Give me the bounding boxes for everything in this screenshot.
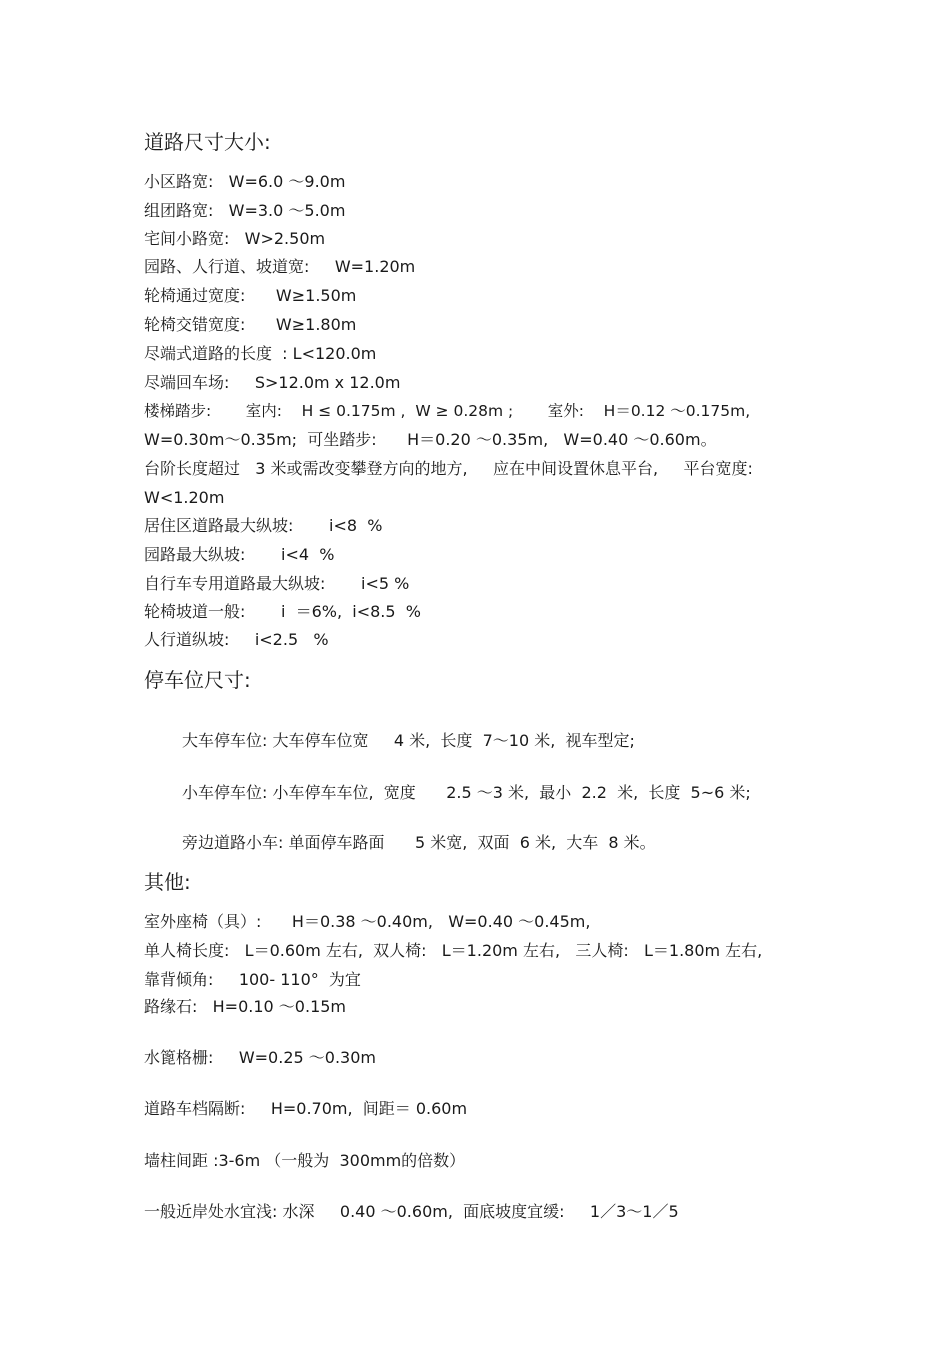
text-line: 尽端回车场: S>12.0m x 12.0m [144,373,401,392]
text-line: 水篦格栅: W=0.25 ～0.30m [144,1048,376,1067]
text-line: 自行车专用道路最大纵坡: i<5 % [144,574,410,593]
text-line: 尽端式道路的长度 : L<120.0m [144,344,377,363]
text-line: 墙柱间距 :3-6m （一般为 300mm的倍数） [144,1151,466,1170]
text-line: W<1.20m [144,488,225,507]
text-line: 路缘石: H=0.10 ～0.15m [144,997,347,1016]
text-line: 楼梯踏步: 室内: H ≤ 0.175m , W ≥ 0.28m ; 室外: H＝0.12 ～0.175m, [144,402,751,420]
text-line: 轮椅坡道一般: i ＝6%, i<8.5 % [144,602,421,621]
text-line: 室外座椅（具）: H＝0.38 ～0.40m, W=0.40 ～0.45m, [144,912,591,931]
text-line: 旁边道路小车: 单面停车路面 5 米宽, 双面 6 米, 大车 8 米。 [182,833,656,852]
text-line: 大车停车位: 大车停车位宽 4 米, 长度 7～10 米, 视车型定; [182,731,635,750]
text-line: 居住区道路最大纵坡: i<8 % [144,516,383,535]
text-line: 小车停车位: 小车停车车位, 宽度 2.5 ～3 米, 最小 2.2 米, 长度 5~6 米; [182,783,751,802]
text-line: W=0.30m～0.35m; 可坐踏步: H＝0.20 ～0.35m, W=0.40 ～0.60m。 [144,430,717,449]
text-line: 组团路宽: W=3.0 ～5.0m [144,201,346,220]
text-line: 台阶长度超过 3 米或需改变攀登方向的地方, 应在中间设置休息平台, 平台宽度: [144,459,753,478]
section-heading-other: 其他: [144,870,191,894]
text-line: 园路、人行道、坡道宽: W=1.20m [144,257,416,276]
text-line: 人行道纵坡: i<2.5 % [144,630,329,649]
text-line: 轮椅交错宽度: W≥1.80m [144,315,357,334]
text-line: 园路最大纵坡: i<4 % [144,545,335,564]
section-heading-parking-dimensions: 停车位尺寸: [144,668,251,692]
text-line: 单人椅长度: L＝0.60m 左右, 双人椅: L＝1.20m 左右, 三人椅: L＝1.80m 左右, [144,941,763,960]
text-line: 小区路宽: W=6.0 ～9.0m [144,172,346,191]
text-line: 一般近岸处水宜浅: 水深 0.40 ～0.60m, 面底坡度宜缓: 1／3～1／5 [144,1202,679,1221]
text-line: 宅间小路宽: W>2.50m [144,229,326,248]
text-line: 道路车档隔断: H=0.70m, 间距＝ 0.60m [144,1099,468,1118]
text-line: 靠背倾角: 100- 110° 为宜 [144,970,361,989]
text-line: 轮椅通过宽度: W≥1.50m [144,286,357,305]
section-heading-road-dimensions: 道路尺寸大小: [144,130,271,154]
